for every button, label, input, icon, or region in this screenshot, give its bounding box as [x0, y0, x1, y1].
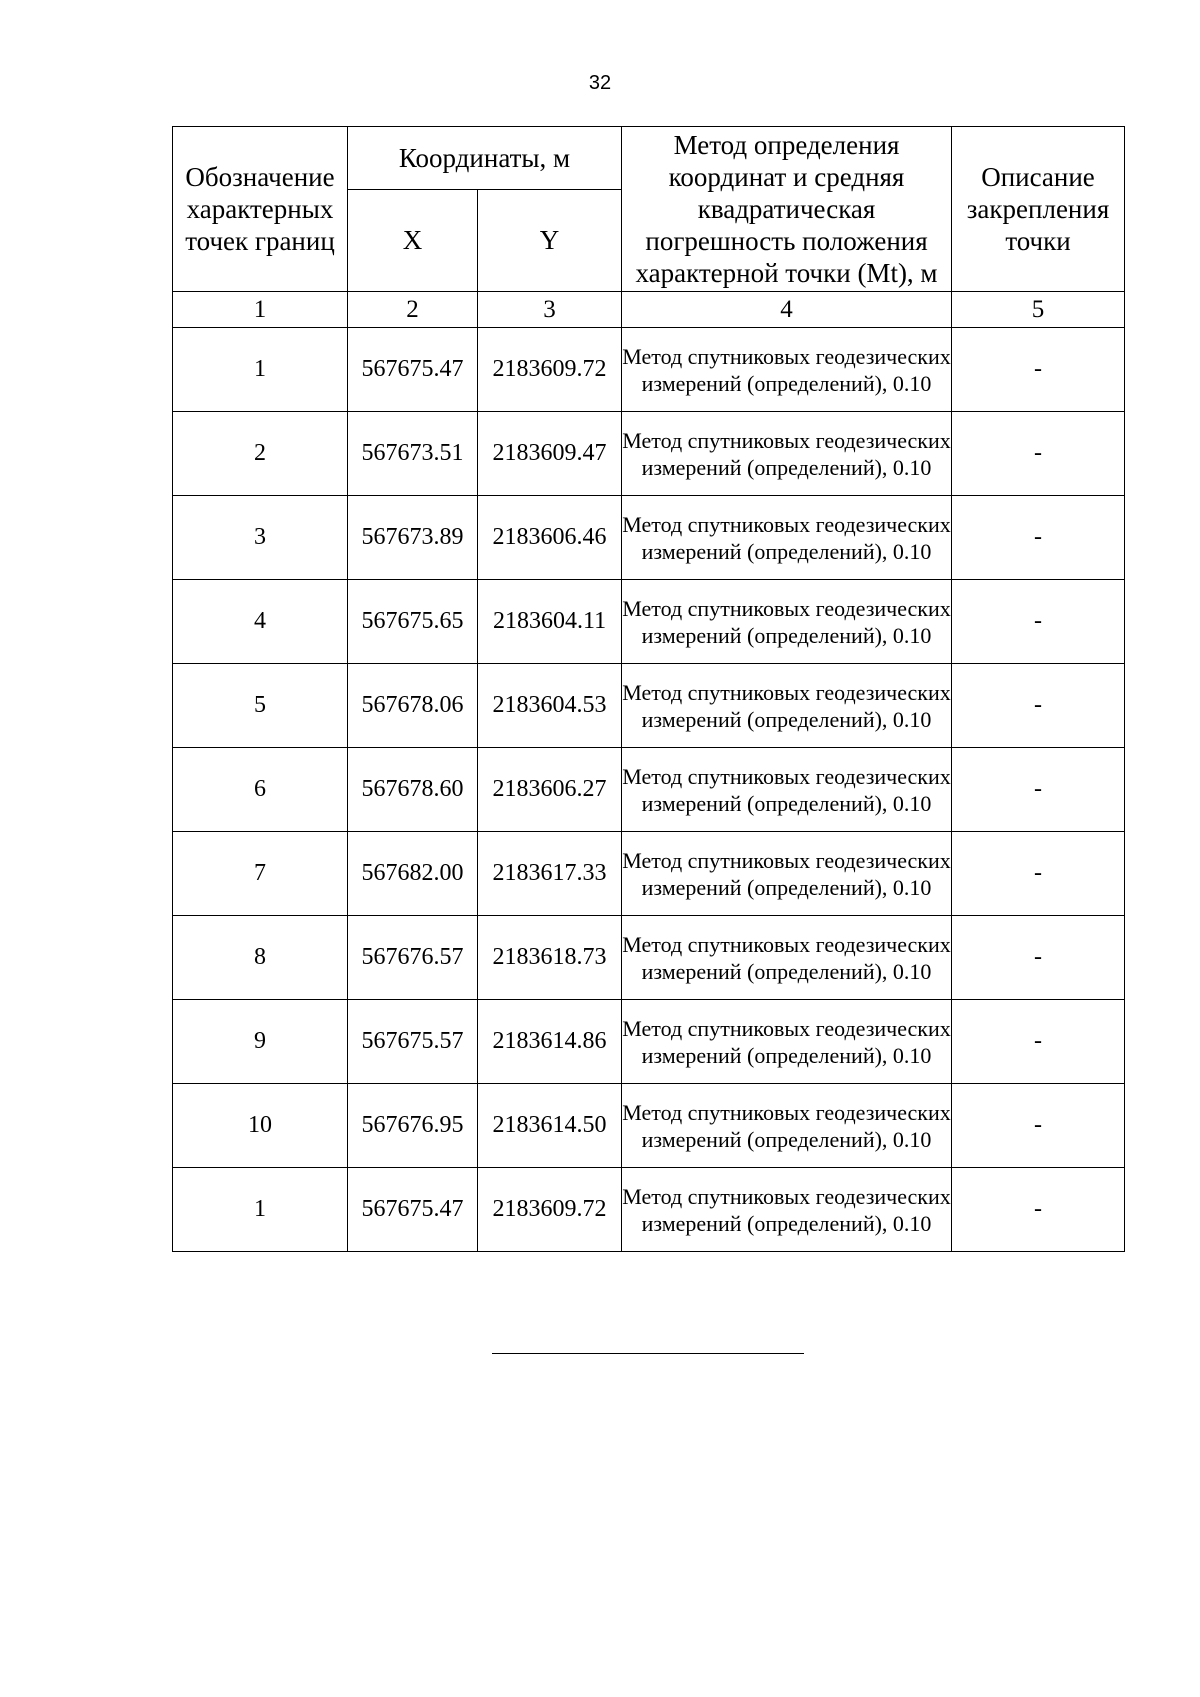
- cell-point: 8: [173, 916, 348, 1000]
- table-row: [173, 664, 1125, 748]
- header-x: X: [348, 190, 478, 292]
- cell-description: -: [952, 496, 1125, 580]
- cell-method: Метод спутниковых геодезических измерений (определений), 0.10: [622, 664, 952, 748]
- table-row: [173, 916, 1125, 1000]
- cell-y: 2183614.50: [478, 1084, 622, 1168]
- header-designation: Обозначение характерных точек границ: [173, 127, 348, 292]
- column-numbers-row: [173, 292, 1125, 328]
- cell-x: 567676.57: [348, 916, 478, 1000]
- cell-point: 9: [173, 1000, 348, 1084]
- column-number: 4: [622, 292, 952, 328]
- cell-point: 1: [173, 328, 348, 412]
- cell-y: 2183604.53: [478, 664, 622, 748]
- column-number: 2: [348, 292, 478, 328]
- cell-x: 567673.89: [348, 496, 478, 580]
- cell-x: 567678.06: [348, 664, 478, 748]
- cell-x: 567682.00: [348, 832, 478, 916]
- cell-point: 6: [173, 748, 348, 832]
- cell-method: Метод спутниковых геодезических измерений (определений), 0.10: [622, 496, 952, 580]
- cell-description: -: [952, 664, 1125, 748]
- table-row: [173, 412, 1125, 496]
- cell-point: 5: [173, 664, 348, 748]
- header-description: Описание закрепления точки: [952, 127, 1125, 292]
- cell-x: 567673.51: [348, 412, 478, 496]
- cell-description: -: [952, 1084, 1125, 1168]
- header-y: Y: [478, 190, 622, 292]
- cell-x: 567676.95: [348, 1084, 478, 1168]
- table-row: [173, 1084, 1125, 1168]
- cell-point: 4: [173, 580, 348, 664]
- boundary-points-table: [172, 126, 1125, 1252]
- header-method: Метод определения координат и средняя квадратическая погрешность положения характерной точки (Mt), м: [622, 127, 952, 292]
- cell-method: Метод спутниковых геодезических измерений (определений), 0.10: [622, 1168, 952, 1252]
- table-row: [173, 748, 1125, 832]
- cell-point: 7: [173, 832, 348, 916]
- cell-description: -: [952, 916, 1125, 1000]
- cell-description: -: [952, 1000, 1125, 1084]
- table-row: [173, 1000, 1125, 1084]
- page-number: 32: [588, 72, 612, 94]
- column-number: 3: [478, 292, 622, 328]
- header-coordinates: Координаты, м: [348, 127, 622, 190]
- cell-method: Метод спутниковых геодезических измерений (определений), 0.10: [622, 916, 952, 1000]
- cell-x: 567675.47: [348, 1168, 478, 1252]
- cell-y: 2183606.46: [478, 496, 622, 580]
- cell-y: 2183617.33: [478, 832, 622, 916]
- cell-method: Метод спутниковых геодезических измерений (определений), 0.10: [622, 328, 952, 412]
- cell-point: 3: [173, 496, 348, 580]
- table-row: [173, 832, 1125, 916]
- cell-x: 567678.60: [348, 748, 478, 832]
- cell-y: 2183609.47: [478, 412, 622, 496]
- table-row: [173, 496, 1125, 580]
- cell-point: 2: [173, 412, 348, 496]
- cell-y: 2183609.72: [478, 1168, 622, 1252]
- cell-y: 2183609.72: [478, 328, 622, 412]
- column-number: 1: [173, 292, 348, 328]
- table-row: [173, 580, 1125, 664]
- cell-method: Метод спутниковых геодезических измерений (определений), 0.10: [622, 748, 952, 832]
- cell-description: -: [952, 1168, 1125, 1252]
- cell-method: Метод спутниковых геодезических измерений (определений), 0.10: [622, 1084, 952, 1168]
- cell-y: 2183618.73: [478, 916, 622, 1000]
- cell-description: -: [952, 328, 1125, 412]
- cell-x: 567675.65: [348, 580, 478, 664]
- cell-method: Метод спутниковых геодезических измерений (определений), 0.10: [622, 1000, 952, 1084]
- table-row: [173, 1168, 1125, 1252]
- footer-divider: [492, 1353, 804, 1354]
- table-body: [173, 328, 1125, 1252]
- cell-method: Метод спутниковых геодезических измерений (определений), 0.10: [622, 412, 952, 496]
- cell-method: Метод спутниковых геодезических измерений (определений), 0.10: [622, 832, 952, 916]
- cell-description: -: [952, 832, 1125, 916]
- cell-description: -: [952, 412, 1125, 496]
- cell-y: 2183614.86: [478, 1000, 622, 1084]
- cell-point: 1: [173, 1168, 348, 1252]
- table-row: [173, 328, 1125, 412]
- cell-y: 2183606.27: [478, 748, 622, 832]
- cell-description: -: [952, 580, 1125, 664]
- cell-x: 567675.47: [348, 328, 478, 412]
- cell-point: 10: [173, 1084, 348, 1168]
- cell-x: 567675.57: [348, 1000, 478, 1084]
- cell-method: Метод спутниковых геодезических измерений (определений), 0.10: [622, 580, 952, 664]
- cell-description: -: [952, 748, 1125, 832]
- cell-y: 2183604.11: [478, 580, 622, 664]
- column-number: 5: [952, 292, 1125, 328]
